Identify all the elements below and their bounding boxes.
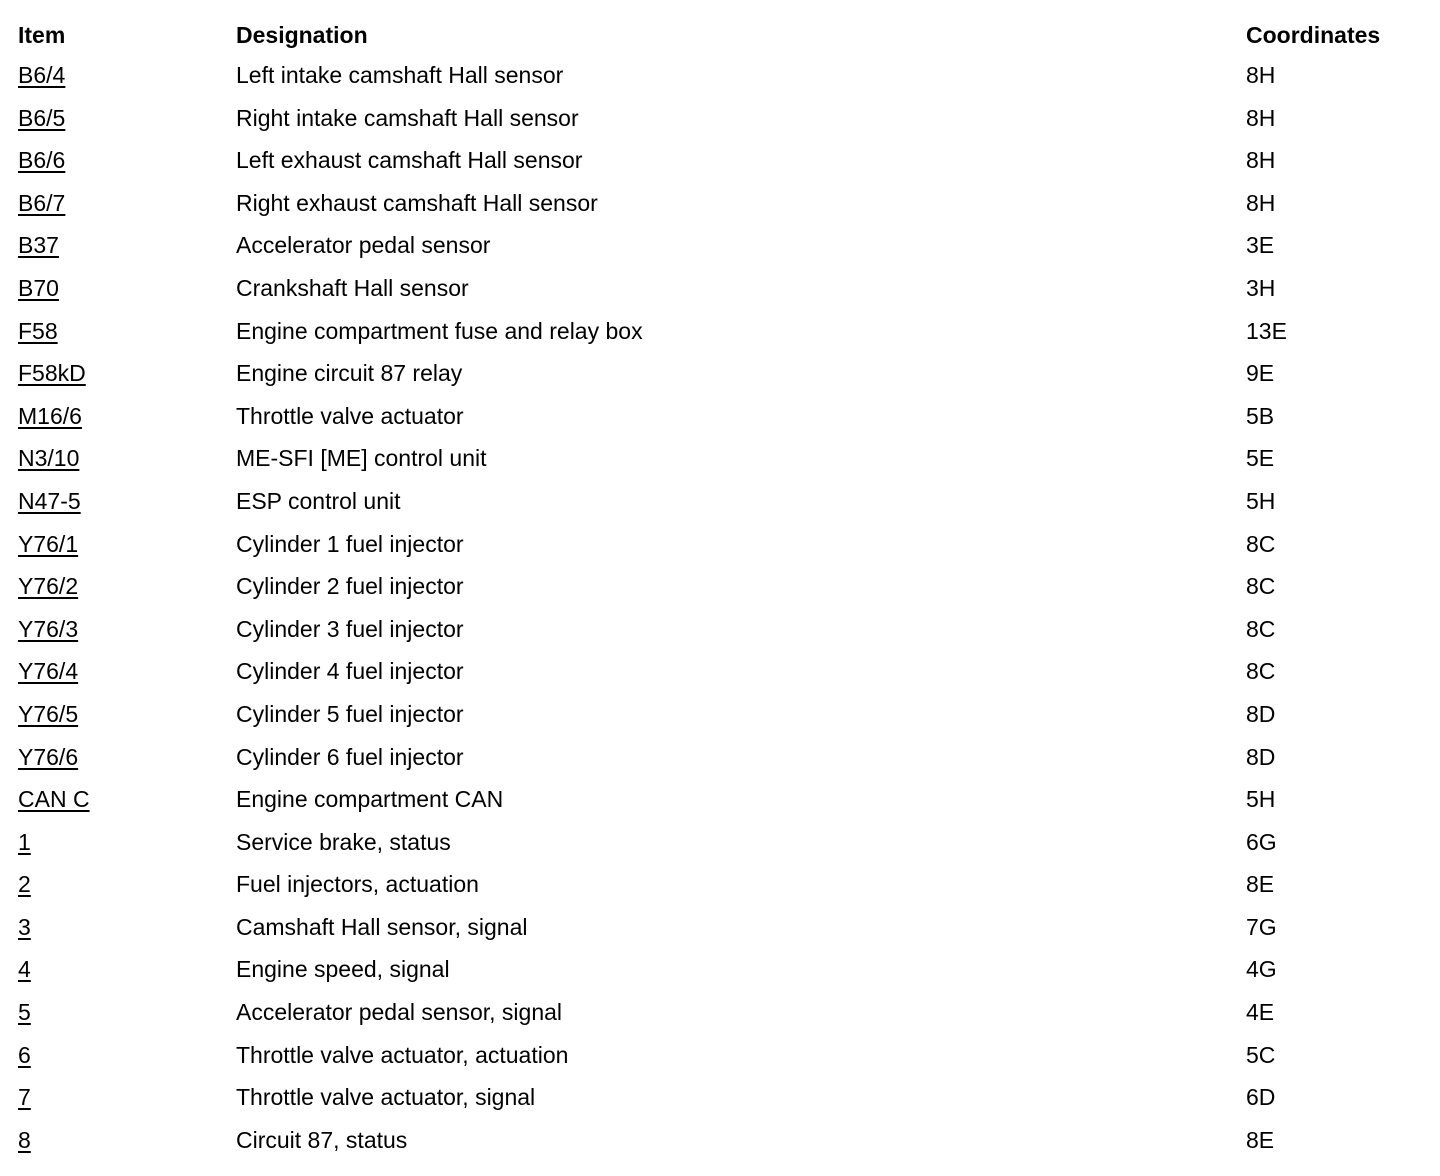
item-link[interactable]: Y76/3	[18, 615, 79, 642]
item-cell	[18, 778, 90, 821]
designation-cell: Cylinder 5 fuel injector	[236, 700, 464, 727]
item-cell	[18, 54, 65, 97]
coordinates-cell: 8C	[1246, 573, 1276, 600]
table-row	[0, 565, 1440, 608]
item-link[interactable]: N47-5	[18, 487, 81, 514]
item-cell	[18, 863, 31, 906]
item-link[interactable]: Y76/2	[18, 573, 79, 600]
item-link[interactable]: Y76/6	[18, 743, 79, 770]
coordinates-cell: 8C	[1246, 530, 1276, 557]
coordinates-cell: 5H	[1246, 487, 1276, 514]
designation-cell: Engine compartment CAN	[236, 786, 504, 813]
designation-cell: Circuit 87, status	[236, 1126, 408, 1153]
item-cell	[18, 224, 59, 267]
item-cell	[18, 991, 31, 1034]
coordinates-cell: 8H	[1246, 62, 1276, 88]
item-link[interactable]: F58	[18, 317, 58, 344]
designation-cell: Cylinder 2 fuel injector	[236, 573, 464, 600]
item-link[interactable]: 5	[18, 999, 31, 1026]
coordinates-cell: 5C	[1246, 1041, 1276, 1068]
item-cell	[18, 650, 78, 693]
item-link[interactable]: Y76/5	[18, 700, 79, 727]
coordinates-cell: 8D	[1246, 743, 1276, 770]
table-row	[0, 97, 1440, 140]
item-link[interactable]: M16/6	[18, 402, 82, 429]
table-row	[0, 948, 1440, 991]
item-link[interactable]: B37	[18, 232, 59, 259]
coordinates-cell: 5H	[1246, 786, 1276, 813]
designation-cell: Accelerator pedal sensor, signal	[236, 999, 563, 1026]
coordinates-cell: 6D	[1246, 1084, 1276, 1111]
item-cell	[18, 1034, 31, 1077]
coordinates-cell: 8H	[1246, 189, 1276, 216]
designation-cell: Crankshaft Hall sensor	[236, 274, 469, 301]
item-link[interactable]: B6/4	[18, 62, 66, 88]
table-row	[0, 1034, 1440, 1077]
header-coordinates: Coordinates	[1246, 22, 1381, 48]
item-cell	[18, 1119, 31, 1162]
item-cell	[18, 437, 79, 480]
table-row	[0, 437, 1440, 480]
item-cell	[18, 267, 59, 310]
table-row	[0, 1076, 1440, 1119]
item-link[interactable]: 4	[18, 956, 31, 983]
coordinates-cell: 5B	[1246, 402, 1275, 429]
designation-cell: Engine compartment fuse and relay box	[236, 317, 643, 344]
header-designation: Designation	[236, 22, 368, 48]
header-item: Item	[18, 22, 66, 48]
item-link[interactable]: Y76/1	[18, 530, 79, 557]
designation-cell: Cylinder 4 fuel injector	[236, 658, 464, 685]
designation-cell: Right exhaust camshaft Hall sensor	[236, 189, 598, 216]
coordinates-cell: 5E	[1246, 445, 1275, 472]
table-row	[0, 906, 1440, 949]
item-cell	[18, 693, 78, 736]
table-row	[0, 821, 1440, 864]
table-header	[0, 0, 1440, 54]
designation-cell: ESP control unit	[236, 487, 401, 514]
item-link[interactable]: B6/7	[18, 189, 66, 216]
item-cell	[18, 310, 58, 353]
item-link[interactable]: Y76/4	[18, 658, 79, 685]
designation-cell: Throttle valve actuator, actuation	[236, 1041, 569, 1068]
table-row	[0, 224, 1440, 267]
designation-cell: Engine circuit 87 relay	[236, 360, 463, 387]
coordinates-cell: 8D	[1246, 700, 1276, 727]
table-row	[0, 736, 1440, 779]
table-body	[0, 54, 1440, 1161]
designation-cell: ME-SFI [ME] control unit	[236, 445, 487, 472]
coordinates-cell: 7G	[1246, 913, 1277, 940]
item-cell	[18, 736, 78, 779]
item-link[interactable]: 6	[18, 1041, 31, 1068]
designation-cell: Cylinder 1 fuel injector	[236, 530, 464, 557]
designation-cell: Left intake camshaft Hall sensor	[236, 62, 564, 88]
table-row	[0, 650, 1440, 693]
coordinates-cell: 3H	[1246, 274, 1276, 301]
table-row	[0, 863, 1440, 906]
table-row	[0, 139, 1440, 182]
item-cell	[18, 395, 82, 438]
coordinates-cell: 4G	[1246, 956, 1277, 983]
table-row	[0, 1119, 1440, 1162]
table-row	[0, 608, 1440, 651]
item-link[interactable]: B70	[18, 274, 59, 301]
item-link[interactable]: 2	[18, 871, 31, 898]
designation-cell: Throttle valve actuator	[236, 402, 464, 429]
coordinates-cell: 8H	[1246, 104, 1276, 131]
item-link[interactable]: 1	[18, 828, 31, 855]
item-link[interactable]: F58kD	[18, 360, 86, 387]
table-row	[0, 991, 1440, 1034]
designation-cell: Right intake camshaft Hall sensor	[236, 104, 579, 131]
table-row	[0, 310, 1440, 353]
table-row	[0, 395, 1440, 438]
coordinates-cell: 8C	[1246, 658, 1276, 685]
item-cell	[18, 523, 78, 566]
designation-cell: Cylinder 6 fuel injector	[236, 743, 464, 770]
coordinates-cell: 3E	[1246, 232, 1275, 259]
coordinates-cell: 8C	[1246, 615, 1276, 642]
item-link[interactable]: CAN C	[18, 786, 90, 813]
coordinates-cell: 9E	[1246, 360, 1275, 387]
item-link[interactable]: 7	[18, 1084, 31, 1111]
table-row	[0, 54, 1440, 97]
coordinates-cell: 8E	[1246, 1126, 1275, 1153]
table-row	[0, 182, 1440, 225]
table-row	[0, 352, 1440, 395]
item-cell	[18, 906, 31, 949]
item-cell	[18, 352, 86, 395]
item-cell	[18, 1076, 31, 1119]
coordinates-cell: 8H	[1246, 147, 1276, 174]
item-link[interactable]: B6/6	[18, 147, 66, 174]
item-cell	[18, 139, 65, 182]
item-cell	[18, 480, 81, 523]
table-row	[0, 778, 1440, 821]
item-link[interactable]: 3	[18, 913, 31, 940]
designation-cell: Engine speed, signal	[236, 956, 450, 983]
designation-cell: Throttle valve actuator, signal	[236, 1084, 536, 1111]
item-cell	[18, 182, 65, 225]
item-cell	[18, 565, 78, 608]
coordinates-cell: 13E	[1246, 317, 1287, 344]
item-cell	[18, 948, 31, 991]
item-link[interactable]: N3/10	[18, 445, 80, 472]
designation-cell: Fuel injectors, actuation	[236, 871, 479, 898]
coordinates-cell: 6G	[1246, 828, 1277, 855]
table-row	[0, 267, 1440, 310]
designation-cell: Camshaft Hall sensor, signal	[236, 913, 528, 940]
item-link[interactable]: B6/5	[18, 104, 66, 131]
item-cell	[18, 97, 65, 140]
item-link[interactable]: 8	[18, 1126, 31, 1153]
item-cell	[18, 821, 31, 864]
table-row	[0, 523, 1440, 566]
table-row	[0, 480, 1440, 523]
coordinates-cell: 4E	[1246, 999, 1275, 1026]
table-row	[0, 693, 1440, 736]
designation-cell: Accelerator pedal sensor	[236, 232, 491, 259]
designation-cell: Service brake, status	[236, 828, 451, 855]
item-cell	[18, 608, 78, 651]
designation-cell: Cylinder 3 fuel injector	[236, 615, 464, 642]
coordinates-cell: 8E	[1246, 871, 1275, 898]
designation-cell: Left exhaust camshaft Hall sensor	[236, 147, 583, 174]
